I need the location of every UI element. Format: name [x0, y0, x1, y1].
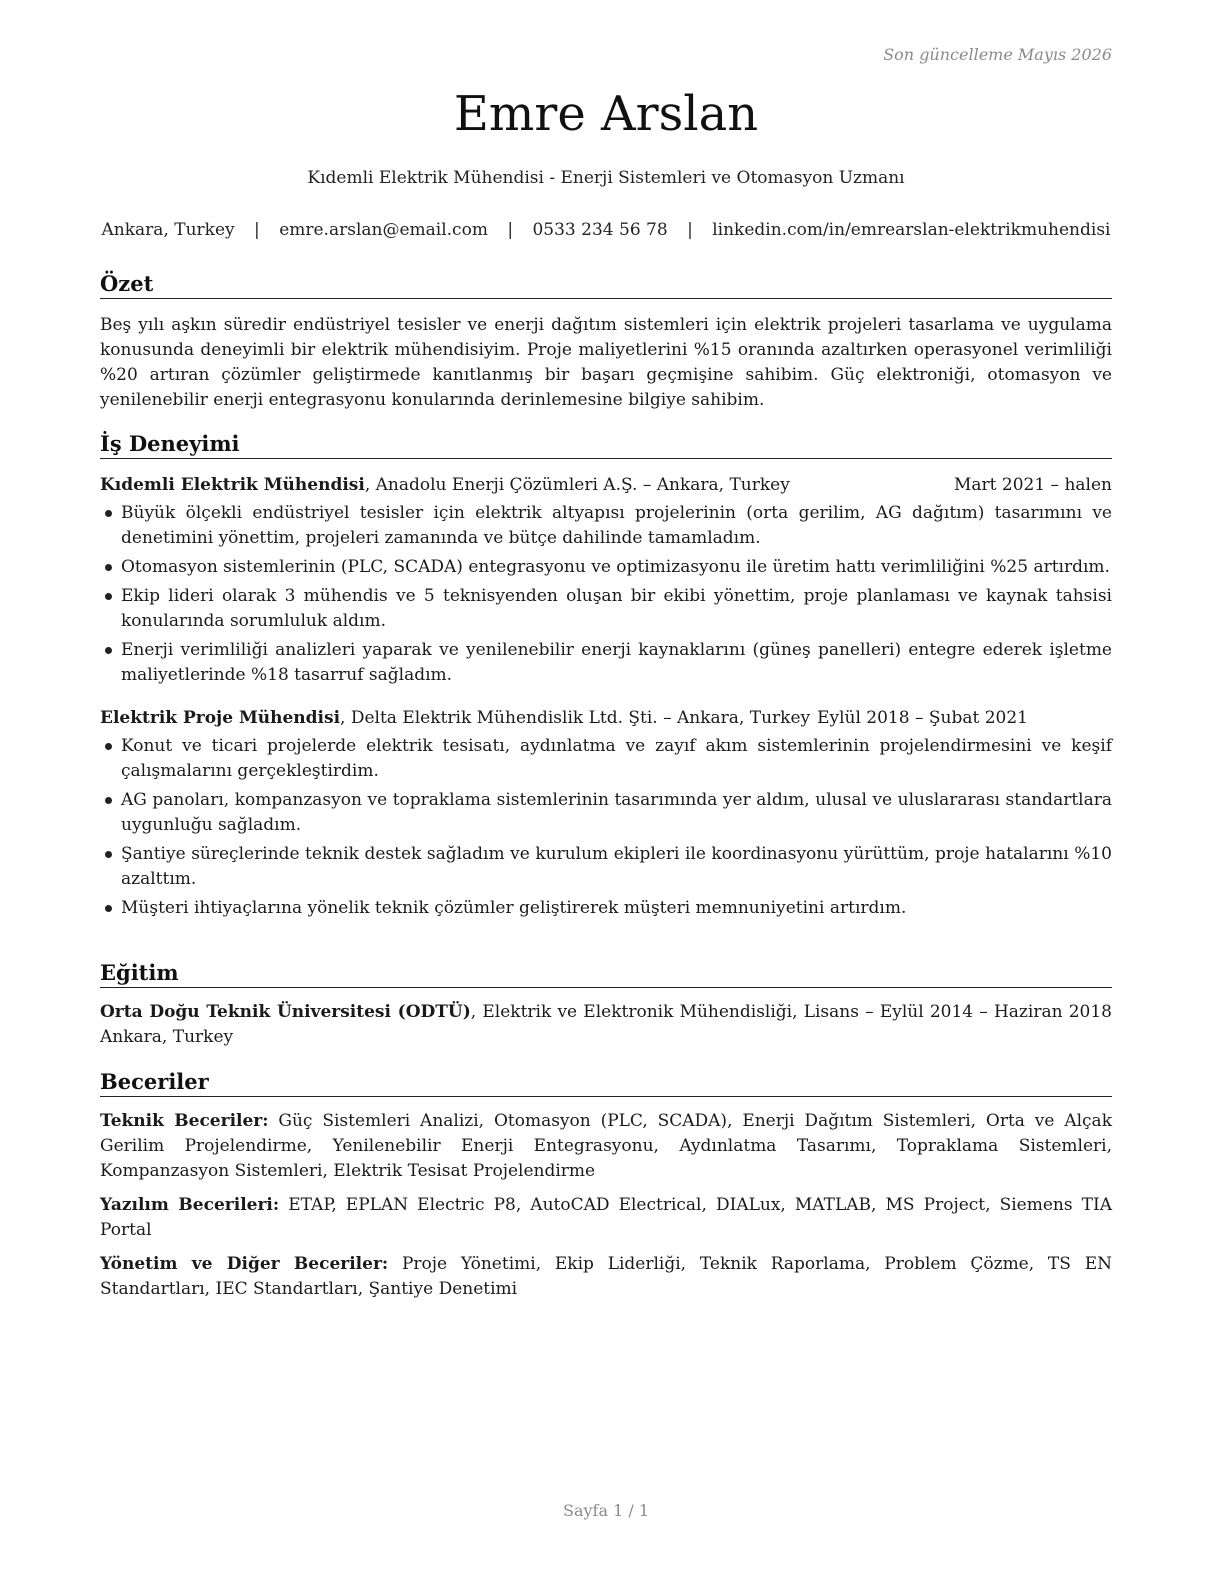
summary-section	[100, 271, 1112, 413]
contact-line	[100, 220, 1112, 240]
contact-phone[interactable]: 0533 234 56 78	[532, 220, 668, 240]
job-bullet: Konut ve ticari projelerde elektrik tesisatı, aydınlatma ve zayıf akım sistemlerinin projelendirmesini ve keşif çalışmalarını gerçekleştirdim.	[100, 734, 1112, 784]
contact-location: Ankara, Turkey	[101, 220, 235, 240]
job-bullet: Otomasyon sistemlerinin (PLC, SCADA) entegrasyonu ve optimizasyonu ile üretim hattı verimliliğini %25 artırdım.	[100, 555, 1112, 580]
contact-separator: |	[254, 220, 260, 240]
job-bullets	[100, 734, 1112, 921]
page-number: Sayfa 1 / 1	[562, 1501, 649, 1520]
resume-page	[100, 0, 1112, 1584]
job-bullet: AG panoları, kompanzasyon ve topraklama sistemlerinin tasarımında yer aldım, ulusal ve uluslararası standartlara uygunluğu sağladım.	[100, 788, 1112, 838]
contact-linkedin[interactable]: linkedin.com/in/emrearslan-elektrikmuhendisi	[712, 220, 1111, 240]
candidate-name: Emre Arslan	[453, 86, 759, 142]
summary-text: Beş yılı aşkın süredir endüstriyel tesisler ve enerji dağıtım sistemleri için elektrik projeleri tasarlama ve uygulama konusunda deneyimli bir elektrik mühendisiyim. Proje maliyetlerini %15 oranında azaltırken operasyonel verimliliği %20 artıran çözümler geliştirmede kanıtlanmış bir başarı geçmişine sahibim. Güç elektroniği, otomasyon ve yenilenebilir enerji entegrasyonu konularında derinlemesine bilgiye sahibim.	[100, 315, 1112, 410]
skill-group-label: Yönetim ve Diğer Beceriler:	[100, 1254, 389, 1274]
job-role: Kıdemli Elektrik Mühendisi	[100, 475, 365, 495]
job-bullet: Ekip lideri olarak 3 mühendis ve 5 teknisyenden oluşan bir ekibi yönettim, proje planlaması ve kaynak tahsisi konularında sorumluluk aldım.	[100, 584, 1112, 634]
skill-group-text: ETAP, EPLAN Electric P8, AutoCAD Electrical, DIALux, MATLAB, MS Project, Siemens TIA Portal	[100, 1195, 1112, 1240]
last-updated: Son güncelleme Mayıs 2026	[883, 45, 1112, 64]
skill-group	[100, 1252, 1112, 1302]
contact-separator: |	[507, 220, 514, 240]
experience-section	[100, 431, 1112, 925]
job-dates: Mart 2021 – halen	[953, 475, 1112, 495]
skill-group-label: Yazılım Becerileri:	[100, 1195, 280, 1215]
job-bullet: Büyük ölçekli endüstriyel tesisler için elektrik altyapısı projelerinin (orta gerilim, AG dağıtım) tasarımını ve denetimini yönettim, projeleri zamanında ve bütçe dahilinde tamamladım.	[100, 501, 1112, 551]
skills-section	[100, 1069, 1112, 1302]
education-section	[100, 960, 1112, 1050]
contact-email[interactable]: emre.arslan@email.com	[279, 220, 488, 240]
job-header	[100, 706, 1112, 731]
skill-group-text: Güç Sistemleri Analizi, Otomasyon (PLC, SCADA), Enerji Dağıtım Sistemleri, Orta ve Alçak Gerilim Projelendirme, Yenilenebilir Enerji Entegrasyonu, Aydınlatma Tasarımı, Topraklama Sistemleri, Kompanzasyon Sistemleri, Elektrik Tesisat Projelendirme	[100, 1111, 1112, 1181]
skill-group-text: Proje Yönetimi, Ekip Liderliği, Teknik Raporlama, Problem Çözme, TS EN Standartları, IEC Standartları, Şantiye Denetimi	[100, 1254, 1112, 1299]
job-title: Kıdemli Elektrik Mühendisi - Enerji Sistemleri ve Otomasyon Uzmanı	[307, 168, 905, 188]
job-dates: Eylül 2018 – Şubat 2021	[817, 708, 1028, 728]
job-company: , Delta Elektrik Mühendislik Ltd. Şti. – Ankara, Turkey	[340, 708, 811, 728]
job-bullet: Müşteri ihtiyaçlarına yönelik teknik çözümler geliştirerek müşteri memnuniyetini artırdım.	[100, 896, 1112, 921]
skill-group	[100, 1109, 1112, 1184]
job-bullets	[100, 501, 1112, 688]
job-bullet: Enerji verimliliği analizleri yaparak ve yenilenebilir enerji kaynaklarını (güneş panelleri) entegre ederek işletme maliyetlerinde %18 tasarruf sağladım.	[100, 638, 1112, 688]
experience-heading: İş Deneyimi	[100, 431, 1112, 459]
job-bullet: Şantiye süreçlerinde teknik destek sağladım ve kurulum ekipleri ile koordinasyonu yürüttüm, proje hatalarını %10 azalttım.	[100, 842, 1112, 892]
skill-group-label: Teknik Beceriler:	[100, 1111, 269, 1131]
education-school: Orta Doğu Teknik Üniversitesi (ODTÜ)	[100, 1002, 471, 1022]
job-company: , Anadolu Enerji Çözümleri A.Ş. – Ankara, Turkey	[364, 475, 790, 495]
job-entry	[100, 473, 1112, 688]
skills-heading: Beceriler	[100, 1069, 1112, 1097]
summary-heading: Özet	[100, 271, 1112, 299]
contact-separator: |	[687, 220, 693, 240]
job-entry	[100, 706, 1112, 921]
job-role: Elektrik Proje Mühendisi	[100, 708, 341, 728]
skill-group	[100, 1193, 1112, 1243]
education-details: , Elektrik ve Elektronik Mühendisliği, Lisans – Eylül 2014 – Haziran 2018 Ankara, Turkey	[100, 1002, 1112, 1047]
education-heading: Eğitim	[100, 960, 1112, 988]
education-entry	[100, 1000, 1112, 1050]
job-header	[100, 473, 1112, 498]
